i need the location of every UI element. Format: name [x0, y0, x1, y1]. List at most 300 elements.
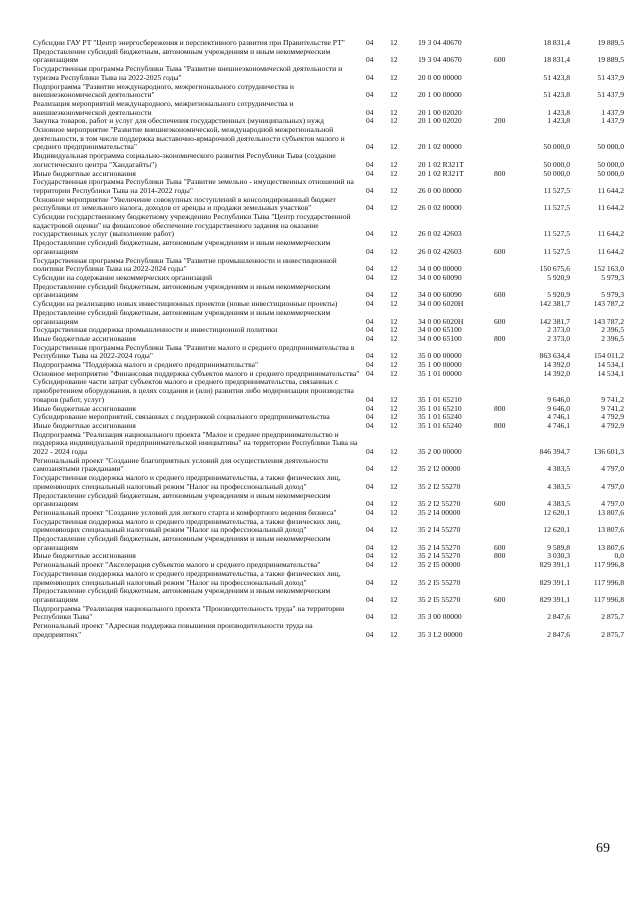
row-section: 04	[366, 316, 374, 326]
row-subsection: 12	[390, 325, 398, 335]
row-sum-year-1: 9 646,0	[547, 403, 570, 413]
table-row	[33, 309, 624, 326]
row-expense-type	[494, 196, 522, 213]
row-section: 04	[366, 72, 374, 82]
table-row	[33, 535, 624, 552]
row-name: Субсидирование части затрат субъектов малого и среднего предпринимательства, связанных с приобретением оборудования, в целях создания и (или) развития либо модернизации производства товаров (работ, услуг)	[33, 377, 354, 404]
row-name: Субсидии на реализацию новых инвестиционных проектов (новые инвестиционные проекты)	[33, 299, 338, 309]
row-subsection: 12	[390, 499, 398, 509]
row-section: 04	[366, 551, 374, 561]
row-section: 04	[366, 116, 374, 126]
row-name: Основное мероприятие "Увеличение совокупных поступлений в консолидированный бюджет республики от земельного налога, доходов от аренды и продажи земельных участков"	[33, 194, 336, 213]
row-expense-type: 800	[494, 420, 506, 430]
row-sum-year-1: 11 527,5	[543, 203, 570, 213]
row-target-article: 26 0 02 42603	[418, 246, 462, 256]
row-name: Иные бюджетные ассигнования	[33, 168, 136, 178]
row-sum-year-2: 11 644,2	[597, 246, 624, 256]
row-sum-year-1: 51 423,8	[543, 90, 570, 100]
row-subsection: 12	[390, 272, 398, 282]
row-sum-year-2: 50 000,0	[597, 168, 624, 178]
row-sum-year-1: 142 381,7	[539, 316, 570, 326]
row-target-article: 26 0 02 42603	[418, 229, 462, 239]
row-sum-year-2: 50 000,0	[597, 159, 624, 169]
row-target-article: 35 2 I4 55270	[418, 551, 461, 561]
table-row	[33, 239, 624, 256]
table-row	[33, 83, 624, 100]
row-sum-year-1: 14 392,0	[543, 368, 570, 378]
row-name: Государственная программа Республики Тыва "Развитие земельно - имущественных отношений на территории Республики Тыва на 2014-2022 годы"	[33, 177, 354, 195]
row-expense-type	[494, 126, 522, 152]
row-sum-year-2: 4 792,9	[601, 420, 624, 430]
row-section: 04	[366, 595, 374, 604]
row-target-article: 35 2 I5 00000	[418, 560, 461, 570]
row-subsection: 12	[390, 38, 398, 47]
row-section: 04	[366, 525, 374, 535]
row-subsection: 12	[390, 629, 398, 639]
row-section: 04	[366, 481, 374, 491]
row-name: Подпрограмма "Реализация национального проекта "Производительность труда" на территории Республики Тыва"	[33, 603, 345, 622]
row-section: 04	[366, 507, 374, 517]
row-target-article: 34 0 00 65100	[418, 333, 462, 343]
row-subsection: 12	[390, 368, 398, 378]
row-sum-year-2: 117 996,8	[593, 595, 624, 604]
row-subsection: 12	[390, 116, 398, 126]
row-expense-type	[494, 457, 522, 474]
row-sum-year-1: 2 847,6	[547, 612, 570, 622]
row-section: 04	[366, 90, 374, 100]
row-name: Предоставление субсидий бюджетным, автономным учреждениям и иным некоммерческим организациям	[33, 490, 331, 509]
row-expense-type	[494, 605, 522, 622]
row-sum-year-2: 13 807,6	[597, 507, 624, 517]
row-name: Региональный проект "Адресная поддержка повышения производительности труда на предприятиях"	[33, 621, 313, 639]
row-section: 04	[366, 360, 374, 370]
row-expense-type	[494, 561, 522, 570]
row-subsection: 12	[390, 412, 398, 422]
row-sum-year-1: 2 847,6	[547, 629, 570, 639]
row-name: Предоставление субсидий бюджетным, автономным учреждениям и иным некоммерческим организациям	[33, 586, 331, 604]
row-sum-year-2: 13 807,6	[597, 525, 624, 535]
row-name: Государственная поддержка малого и среднего предпринимательства, а также физических лиц, применяющих специальный налоговый режим "Налог на профессиональный доход"	[33, 516, 341, 535]
row-sum-year-1: 863 634,4	[539, 351, 570, 361]
row-sum-year-1: 4 383,5	[547, 464, 570, 474]
row-name: Региональный проект "Создание благоприятных условий для осуществления деятельности самозанятыми гражданами"	[33, 455, 329, 474]
row-sum-year-2: 0,0	[614, 551, 624, 561]
row-target-article: 35 2 I4 00000	[418, 507, 461, 517]
row-target-article: 20 1 02 R321T	[418, 159, 464, 169]
row-expense-type: 200	[494, 116, 506, 126]
row-target-article: 35 2 00 00000	[418, 447, 462, 457]
row-name: Предоставление субсидий бюджетным, автономным учреждениям и иным некоммерческим организациям	[33, 534, 331, 552]
row-subsection: 12	[390, 351, 398, 361]
row-subsection: 12	[390, 299, 398, 309]
table-row	[33, 518, 624, 535]
row-sum-year-1: 829 391,1	[539, 560, 570, 570]
row-section: 04	[366, 264, 374, 274]
row-expense-type	[494, 509, 522, 518]
row-name: Иные бюджетные ассигнования	[33, 551, 136, 561]
row-sum-year-2: 1 437,9	[601, 116, 624, 126]
row-name: Субсидирование мероприятий, связанных с поддержкой социального предпринимательства	[33, 412, 330, 422]
row-name: Предоставление субсидий бюджетным, автономным учреждениям и иным некоммерческим организациям	[33, 281, 331, 300]
row-sum-year-1: 4 746,1	[547, 420, 570, 430]
row-section: 04	[366, 272, 374, 282]
row-target-article: 20 1 02 R321T	[418, 168, 464, 178]
row-sum-year-2: 11 644,2	[597, 229, 624, 239]
row-subsection: 12	[390, 333, 398, 343]
table-row	[33, 344, 624, 361]
row-section: 04	[366, 447, 374, 457]
row-section: 04	[366, 577, 374, 587]
row-section: 04	[366, 107, 374, 117]
row-expense-type	[494, 152, 522, 169]
row-subsection: 12	[390, 551, 398, 561]
row-subsection: 12	[390, 595, 398, 604]
table-row	[33, 474, 624, 491]
row-name: Иные бюджетные ассигнования	[33, 333, 136, 343]
row-name: Субсидии государственному бюджетному учреждению Республики Тыва "Центр государственной кадастровой оценки" на финансовое обеспечение государственного задания на оказание государственных услуг (выполнение работ)	[33, 212, 351, 239]
row-target-article: 34 0 00 6020H	[418, 316, 464, 326]
table-row	[33, 283, 624, 300]
row-subsection: 12	[390, 316, 398, 326]
row-sum-year-2: 154 011,2	[593, 351, 624, 361]
table-row	[33, 378, 624, 404]
row-expense-type	[494, 570, 522, 587]
row-subsection: 12	[390, 542, 398, 552]
row-target-article: 35 2 I4 55270	[418, 525, 461, 535]
row-target-article: 35 2 I2 55270	[418, 481, 461, 491]
row-sum-year-2: 2 396,5	[601, 333, 624, 343]
row-expense-type	[494, 361, 522, 370]
row-sum-year-2: 2 396,5	[601, 325, 624, 335]
row-sum-year-1: 11 527,5	[543, 185, 570, 195]
row-sum-year-1: 1 423,8	[547, 116, 570, 126]
row-section: 04	[366, 612, 374, 622]
row-name: Государственная программа Республики Тыва "Развитие промышленности и инвестиционной политики Республики Тыва на 2022-2024 годы"	[33, 255, 337, 274]
row-section: 04	[366, 38, 374, 47]
row-target-article: 35 1 01 65210	[418, 403, 462, 413]
row-subsection: 12	[390, 577, 398, 587]
row-name: Реализация мероприятий международного, межрегионального сотрудничества и внешнеэкономической деятельности	[33, 98, 294, 117]
row-target-article: 34 0 00 60090	[418, 290, 462, 300]
row-target-article: 26 0 00 00000	[418, 185, 462, 195]
row-subsection: 12	[390, 525, 398, 535]
row-sum-year-1: 5 920,9	[547, 272, 570, 282]
row-sum-year-1: 11 527,5	[543, 229, 570, 239]
row-target-article: 34 0 00 6020H	[418, 299, 464, 309]
row-sum-year-1: 51 423,8	[543, 72, 570, 82]
row-section: 04	[366, 299, 374, 309]
row-section: 04	[366, 412, 374, 422]
row-sum-year-1: 4 746,1	[547, 412, 570, 422]
row-sum-year-1: 2 373,0	[547, 325, 570, 335]
row-name: Государственная поддержка малого и среднего предпринимательства, а также физических лиц, применяющих специальный налоговый режим "Налог на профессиональный доход"	[33, 568, 341, 587]
row-name: Закупка товаров, работ и услуг для обеспечения государственных (муниципальных) нужд	[33, 116, 324, 126]
table-row	[33, 196, 624, 213]
row-sum-year-2: 51 437,9	[597, 90, 624, 100]
row-section: 04	[366, 333, 374, 343]
row-sum-year-2: 9 741,2	[601, 403, 624, 413]
row-expense-type: 800	[494, 403, 506, 413]
row-name: Подпрограмма "Поддержка малого и среднего предпринимательства"	[33, 360, 259, 370]
row-target-article: 35 3 L2 00000	[418, 629, 463, 639]
row-sum-year-1: 12 620,1	[543, 507, 570, 517]
row-sum-year-1: 150 675,6	[539, 264, 570, 274]
row-sum-year-1: 3 030,3	[547, 551, 570, 561]
row-sum-year-2: 117 996,8	[593, 560, 624, 570]
row-subsection: 12	[390, 159, 398, 169]
row-name: Индивидуальная программа социально-экономического развития Республики Тыва (создание логистического центра "Хандагайты")	[33, 151, 336, 169]
row-expense-type	[494, 344, 522, 361]
row-target-article: 19 3 04 40670	[418, 55, 462, 65]
row-expense-type: 600	[494, 595, 506, 604]
row-expense-type: 800	[494, 333, 506, 343]
row-sum-year-2: 50 000,0	[597, 142, 624, 152]
row-sum-year-1: 11 527,5	[543, 246, 570, 256]
row-expense-type	[494, 518, 522, 535]
row-name: Иные бюджетные ассигнования	[33, 420, 136, 430]
row-sum-year-1: 14 392,0	[543, 360, 570, 370]
row-subsection: 12	[390, 168, 398, 178]
row-name: Региональный проект "Акселерация субъектов малого и среднего предпринимательства"	[33, 560, 321, 570]
row-sum-year-1: 1 423,8	[547, 107, 570, 117]
budget-table	[33, 39, 624, 640]
row-section: 04	[366, 351, 374, 361]
row-name: Субсидии на содержание некоммерческих организаций	[33, 272, 213, 282]
row-section: 04	[366, 185, 374, 195]
row-expense-type: 600	[494, 290, 506, 300]
row-sum-year-2: 5 979,3	[601, 290, 624, 300]
row-expense-type	[494, 622, 522, 639]
row-sum-year-1: 5 920,9	[547, 290, 570, 300]
row-expense-type	[494, 39, 522, 48]
row-sum-year-1: 9 646,0	[547, 394, 570, 404]
row-expense-type: 600	[494, 55, 506, 65]
table-row	[33, 48, 624, 65]
row-subsection: 12	[390, 481, 398, 491]
row-target-article: 20 1 00 00000	[418, 90, 462, 100]
row-sum-year-1: 2 373,0	[547, 333, 570, 343]
row-name: Государственная программа Республики Тыва "Развитие малого и среднего предпринимательства в Республике Тыва на 2022-2024 годы"	[33, 342, 355, 361]
row-target-article: 35 2 I2 00000	[418, 464, 461, 474]
table-row	[33, 605, 624, 622]
row-target-article: 35 2 I5 55270	[418, 595, 461, 604]
row-sum-year-2: 14 534,1	[597, 360, 624, 370]
row-section: 04	[366, 420, 374, 430]
row-subsection: 12	[390, 420, 398, 430]
row-sum-year-1: 829 391,1	[539, 595, 570, 604]
row-name: Подпрограмма "Развитие международного, межрегионального сотрудничества и внешнеэкономической деятельности"	[33, 81, 294, 100]
row-sum-year-1: 4 383,5	[547, 481, 570, 491]
row-sum-year-2: 9 741,2	[601, 394, 624, 404]
row-subsection: 12	[390, 403, 398, 413]
row-sum-year-2: 152 163,0	[593, 264, 624, 274]
row-expense-type	[494, 300, 522, 309]
row-subsection: 12	[390, 203, 398, 213]
row-target-article: 20 1 00 02020	[418, 116, 462, 126]
row-subsection: 12	[390, 107, 398, 117]
row-section: 04	[366, 290, 374, 300]
row-expense-type	[494, 213, 522, 239]
table-row	[33, 570, 624, 587]
row-target-article: 26 0 02 00000	[418, 203, 462, 213]
row-subsection: 12	[390, 360, 398, 370]
row-name: Предоставление субсидий бюджетным, автономным учреждениям и иным некоммерческим организациям	[33, 307, 331, 326]
row-sum-year-2: 4 792,9	[601, 412, 624, 422]
row-expense-type	[494, 100, 522, 117]
row-subsection: 12	[390, 612, 398, 622]
row-subsection: 12	[390, 72, 398, 82]
table-row	[33, 431, 624, 457]
row-target-article: 20 1 02 00000	[418, 142, 462, 152]
table-row	[33, 65, 624, 82]
row-sum-year-2: 11 644,2	[597, 185, 624, 195]
row-sum-year-2: 136 601,3	[593, 447, 624, 457]
row-section: 04	[366, 229, 374, 239]
row-name: Предоставление субсидий бюджетным, автономным учреждениям и иным некоммерческим организациям	[33, 46, 331, 65]
row-name: Субсидии ГАУ РТ "Центр энергосбережения и перспективного развития при Правительстве РТ"	[33, 38, 345, 47]
row-subsection: 12	[390, 394, 398, 404]
row-sum-year-2: 11 644,2	[597, 203, 624, 213]
row-expense-type	[494, 431, 522, 457]
row-name: Государственная поддержка промышленности и инвестиционной политики	[33, 325, 278, 335]
table-row	[33, 178, 624, 195]
row-sum-year-2: 1 437,9	[601, 107, 624, 117]
row-sum-year-2: 143 787,2	[593, 299, 624, 309]
row-sum-year-2: 4 797,0	[601, 464, 624, 474]
row-sum-year-2: 143 787,2	[593, 316, 624, 326]
page-number: 69	[596, 841, 610, 856]
row-subsection: 12	[390, 447, 398, 457]
table-row	[33, 492, 624, 509]
row-subsection: 12	[390, 290, 398, 300]
row-sum-year-1: 50 000,0	[543, 142, 570, 152]
row-subsection: 12	[390, 90, 398, 100]
row-name: Основное мероприятие "Финансовая поддержка субъектов малого и среднего предпринимательства"	[33, 368, 360, 378]
row-sum-year-1: 829 391,1	[539, 577, 570, 587]
row-expense-type	[494, 178, 522, 195]
row-sum-year-2: 51 437,9	[597, 72, 624, 82]
row-target-article: 34 0 00 00000	[418, 264, 462, 274]
table-row	[33, 213, 624, 239]
row-sum-year-2: 2 875,7	[601, 629, 624, 639]
row-name: Основное мероприятие "Развитие внешнеэкономической, международной межрегиональной деятельности, в том числе поддержка выставочно-ярмарочной деятельности субъектов малого и среднего предпринимательства"	[33, 125, 345, 152]
row-target-article: 34 0 00 60090	[418, 272, 462, 282]
row-sum-year-2: 14 534,1	[597, 368, 624, 378]
row-sum-year-2: 13 807,6	[597, 542, 624, 552]
row-target-article: 35 1 00 00000	[418, 360, 462, 370]
row-expense-type: 800	[494, 168, 506, 178]
row-subsection: 12	[390, 246, 398, 256]
row-section: 04	[366, 499, 374, 509]
row-sum-year-2: 2 875,7	[601, 612, 624, 622]
row-expense-type	[494, 378, 522, 404]
table-body	[33, 39, 624, 640]
row-section: 04	[366, 142, 374, 152]
row-target-article: 19 3 04 40670	[418, 38, 462, 47]
row-expense-type: 600	[494, 542, 506, 552]
row-sum-year-2: 4 797,0	[601, 499, 624, 509]
row-expense-type: 600	[494, 499, 506, 509]
row-sum-year-1: 12 620,1	[543, 525, 570, 535]
row-sum-year-2: 4 797,0	[601, 481, 624, 491]
row-section: 04	[366, 403, 374, 413]
row-section: 04	[366, 159, 374, 169]
row-section: 04	[366, 560, 374, 570]
row-sum-year-1: 50 000,0	[543, 168, 570, 178]
row-sum-year-2: 19 889,5	[597, 38, 624, 47]
row-target-article: 35 1 01 65240	[418, 412, 462, 422]
row-expense-type: 800	[494, 551, 506, 561]
row-sum-year-1: 846 394,7	[539, 447, 570, 457]
row-subsection: 12	[390, 507, 398, 517]
table-row	[33, 100, 624, 117]
row-section: 04	[366, 629, 374, 639]
row-section: 04	[366, 368, 374, 378]
row-target-article: 35 1 01 65240	[418, 420, 462, 430]
row-section: 04	[366, 203, 374, 213]
row-sum-year-1: 18 831,4	[543, 55, 570, 65]
row-name: Подпрограмма "Реализация национального проекта "Малое и среднее предпринимательство и поддержка индивидуальной предпринимательской инициативы" на территории Республики Тыва на 2022 - 2024 годы	[33, 429, 358, 457]
row-subsection: 12	[390, 185, 398, 195]
table-row	[33, 622, 624, 639]
row-target-article: 35 1 01 00000	[418, 368, 462, 378]
row-sum-year-1: 18 831,4	[543, 38, 570, 47]
row-subsection: 12	[390, 55, 398, 65]
row-section: 04	[366, 394, 374, 404]
row-section: 04	[366, 168, 374, 178]
row-target-article: 35 3 00 00000	[418, 612, 462, 622]
table-row	[33, 152, 624, 169]
row-subsection: 12	[390, 142, 398, 152]
row-section: 04	[366, 542, 374, 552]
table-row	[33, 257, 624, 274]
table-row	[33, 457, 624, 474]
row-name: Региональный проект "Создание условий для легкого старта и комфортного ведения бизнеса"	[33, 507, 337, 517]
row-section: 04	[366, 464, 374, 474]
row-target-article: 34 0 00 65100	[418, 325, 462, 335]
row-subsection: 12	[390, 464, 398, 474]
row-expense-type: 600	[494, 316, 506, 326]
table-row	[33, 126, 624, 152]
row-name: Государственная поддержка малого и среднего предпринимательства, а также физических лиц, применяющих специальный налоговый режим "Налог на профессиональный доход"	[33, 473, 341, 491]
row-target-article: 35 0 00 00000	[418, 351, 462, 361]
row-target-article: 35 1 01 65210	[418, 394, 462, 404]
row-target-article: 35 2 I5 55270	[418, 577, 461, 587]
row-target-article: 20 1 00 02020	[418, 107, 462, 117]
row-sum-year-1: 9 589,8	[547, 542, 570, 552]
row-sum-year-1: 4 383,5	[547, 499, 570, 509]
row-target-article: 35 2 I4 55270	[418, 542, 461, 552]
row-target-article: 35 2 I2 55270	[418, 499, 461, 509]
row-expense-type	[494, 257, 522, 274]
row-sum-year-2: 117 996,8	[593, 577, 624, 587]
row-expense-type	[494, 83, 522, 100]
row-sum-year-2: 19 889,5	[597, 55, 624, 65]
row-name: Иные бюджетные ассигнования	[33, 403, 136, 413]
row-expense-type	[494, 274, 522, 283]
row-subsection: 12	[390, 229, 398, 239]
row-name: Предоставление субсидий бюджетным, автономным учреждениям и иным некоммерческим организациям	[33, 238, 331, 256]
row-sum-year-1: 142 381,7	[539, 299, 570, 309]
row-expense-type	[494, 65, 522, 82]
row-sum-year-2: 5 979,3	[601, 272, 624, 282]
row-section: 04	[366, 55, 374, 65]
row-expense-type	[494, 474, 522, 491]
table-row	[33, 587, 624, 604]
row-sum-year-1: 50 000,0	[543, 159, 570, 169]
row-subsection: 12	[390, 264, 398, 274]
row-expense-type	[494, 370, 522, 379]
